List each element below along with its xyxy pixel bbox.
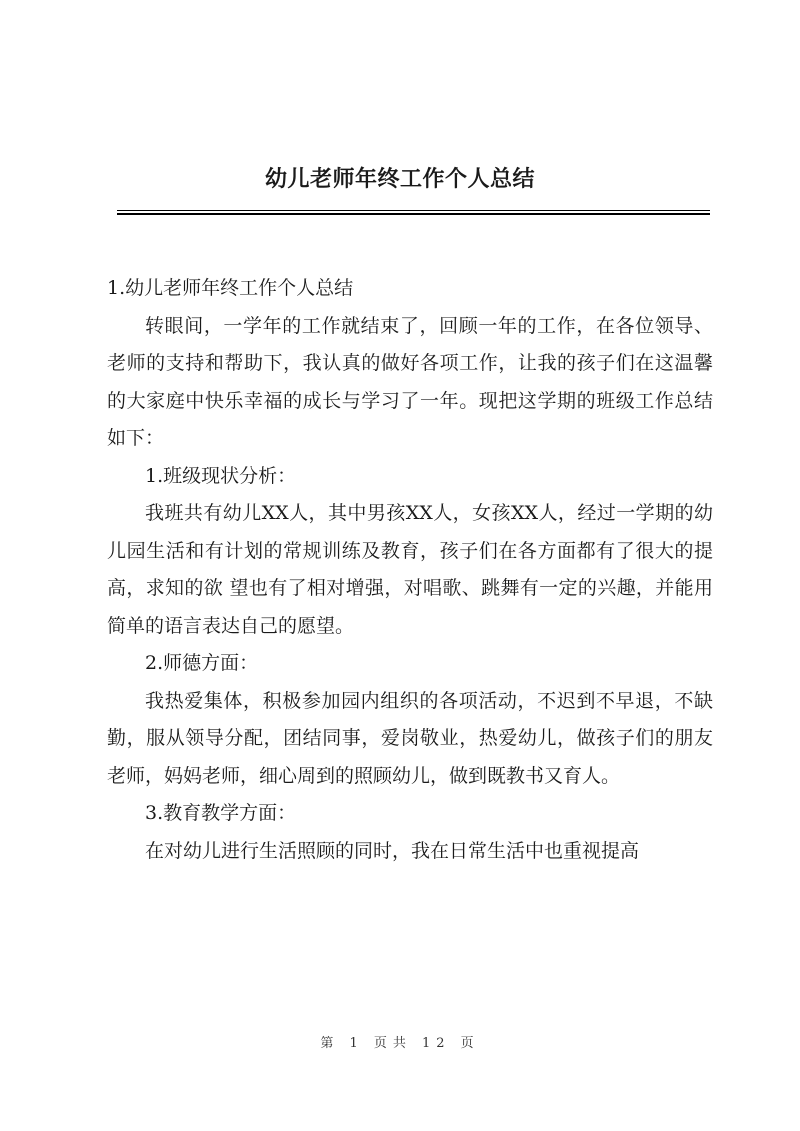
- title-divider: [117, 210, 710, 211]
- document-body: [107, 270, 713, 870]
- teaching-paragraph: 在对幼儿进行生活照顾的同时，我在日常生活中也重视提高: [145, 839, 640, 862]
- intro-paragraph: 转眼间，一学年的工作就结束了，回顾一年的工作，在各位领导、老师的支持和帮助下，我认真的做好各项工作，让我的孩子们在这温馨的大家庭中快乐幸福的成长与学习了一年。现把这学期的班级工作总结如下：: [107, 314, 713, 449]
- subsection-heading-class-status: 1.班级现状分析：: [145, 464, 297, 487]
- subsection-heading-ethics: 2.师德方面：: [145, 652, 259, 674]
- subsection-heading-teaching: 3.教育教学方面：: [145, 802, 297, 824]
- page-number-footer: 第 1 页共 12 页: [320, 1036, 480, 1051]
- section-heading: 1.幼儿老师年终工作个人总结: [107, 277, 354, 299]
- class-status-paragraph: 我班共有幼儿XX人，其中男孩XX人，女孩XX人，经过一学期的幼儿园生活和有计划的常规训练及教育，孩子们在各方面都有了很大的提高，求知的欲 望也有了相对增强，对唱歌、跳舞有一定的兴趣，并能用简单的语言表达自己的愿望。: [107, 502, 713, 637]
- document-title: 幼儿老师年终工作个人总结: [264, 166, 535, 192]
- ethics-paragraph: 我热爱集体，积极参加园内组织的各项活动，不迟到不早退，不缺勤，服从领导分配，团结同事，爱岗敬业，热爱幼儿，做孩子们的朋友老师，妈妈老师，细心周到的照顾幼儿，做到既教书又育人。: [107, 689, 713, 787]
